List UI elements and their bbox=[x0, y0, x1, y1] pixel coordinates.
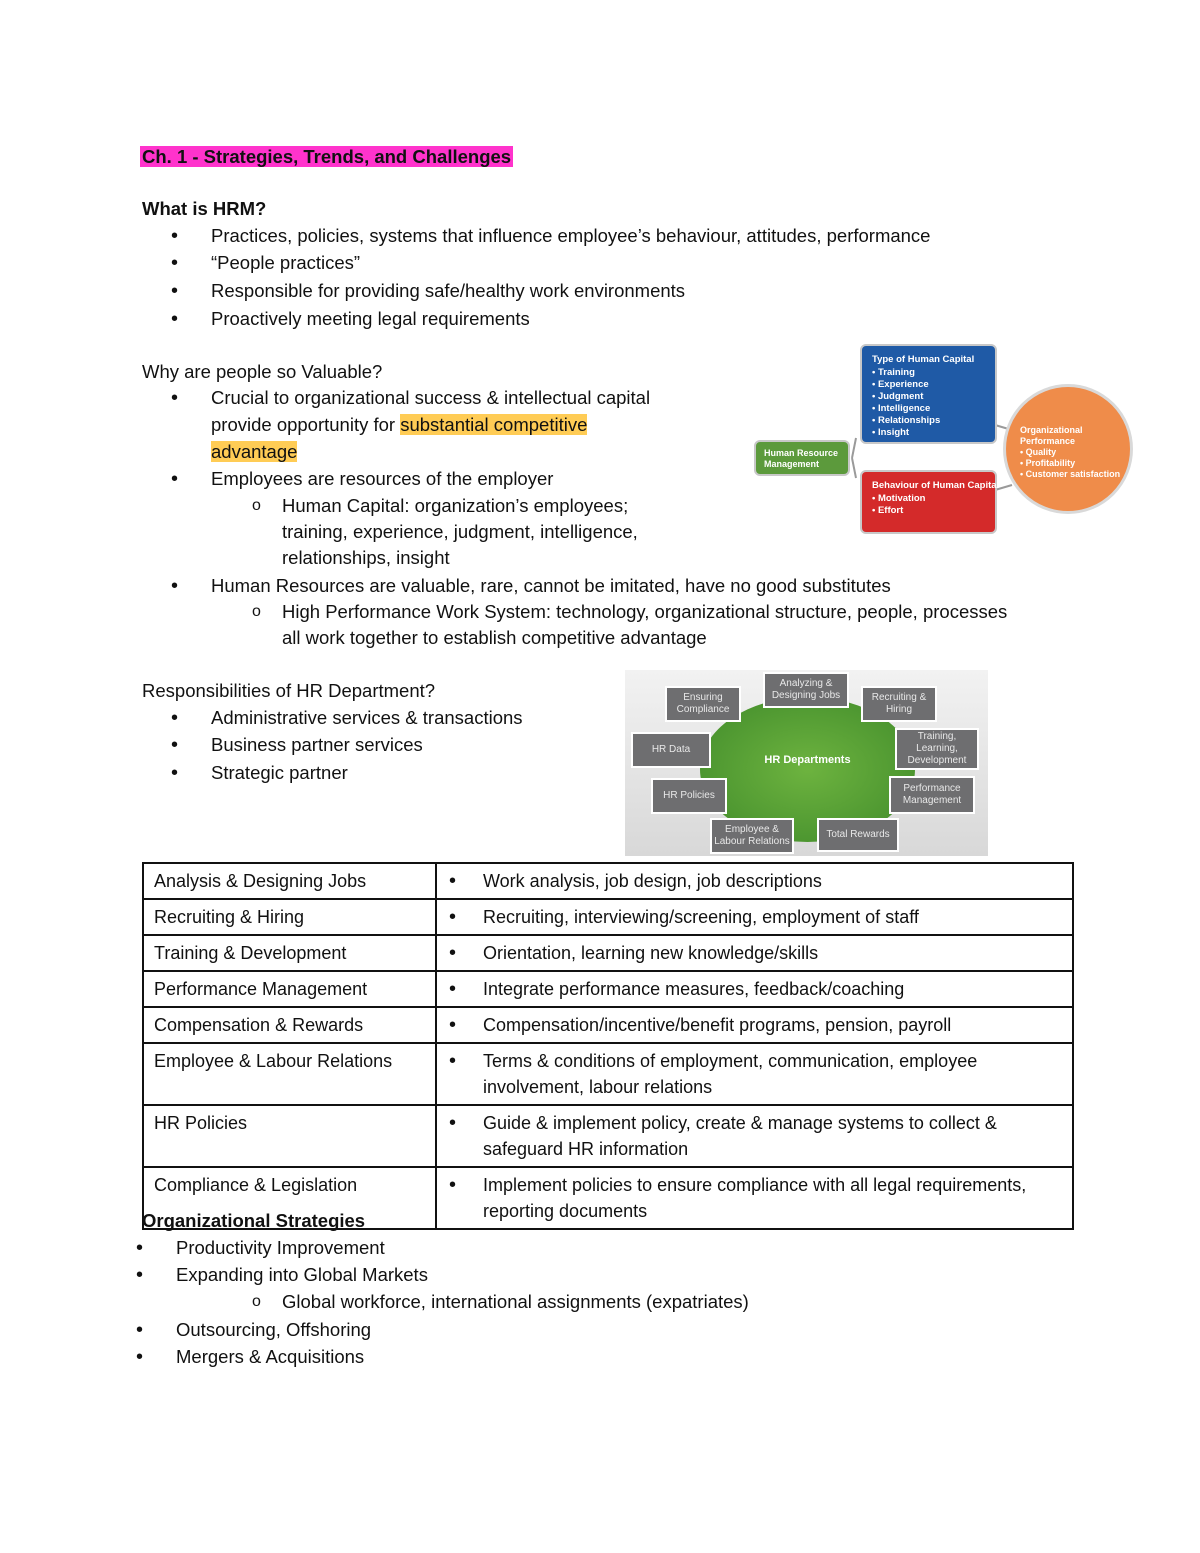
table-row bbox=[143, 1043, 1073, 1105]
behaviour-item: • Effort bbox=[872, 505, 904, 516]
list-item: • Administrative services & transactions bbox=[211, 705, 523, 731]
hr-responsibilities-table bbox=[142, 862, 1074, 1230]
sub-list-item: o Global workforce, international assignments (expatriates) bbox=[282, 1289, 749, 1315]
table-cell-area: Training & Development bbox=[143, 935, 436, 971]
human-capital-diagram bbox=[750, 340, 1135, 550]
list-item: • Outsourcing, Offshoring bbox=[176, 1317, 371, 1343]
type-title: Type of Human Capital bbox=[872, 354, 975, 365]
list-item: • “People practices” bbox=[211, 250, 360, 276]
org-item: • Customer satisfaction bbox=[1020, 469, 1121, 479]
sub-list-item: o Human Capital: organization’s employees; bbox=[282, 493, 628, 519]
type-item: • Relationships bbox=[872, 415, 941, 426]
list-item: • Human Resources are valuable, rare, cannot be imitated, have no good substitutes bbox=[211, 573, 891, 599]
list-item-continuation bbox=[211, 412, 587, 438]
list-item: • Strategic partner bbox=[211, 760, 348, 786]
behaviour-item: • Motivation bbox=[872, 493, 926, 504]
page-title-text: Ch. 1 - Strategies, Trends, and Challenges bbox=[142, 146, 512, 167]
dept-box-rewards: Total Rewards bbox=[817, 818, 899, 852]
table-row bbox=[143, 863, 1073, 899]
section-heading-what-hrm: What is HRM? bbox=[142, 198, 267, 219]
list-item-continuation bbox=[211, 439, 297, 465]
list-item: • Business partner services bbox=[211, 732, 423, 758]
org-performance-circle bbox=[1003, 384, 1133, 514]
behaviour-human-capital-box bbox=[860, 470, 1000, 534]
section-heading-why-valuable: Why are people so Valuable? bbox=[142, 361, 383, 382]
org-performance-title: Organizational Performance bbox=[1020, 425, 1083, 446]
table-row bbox=[143, 935, 1073, 971]
table-cell-area: Compensation & Rewards bbox=[143, 1007, 436, 1043]
type-item: • Judgment bbox=[872, 391, 924, 402]
table-cell-area: Compliance & Legislation bbox=[143, 1167, 436, 1229]
list-item: • Practices, policies, systems that influence employee’s behaviour, attitudes, performance bbox=[211, 223, 930, 249]
list-item: • Proactively meeting legal requirements bbox=[211, 306, 530, 332]
table-cell-area: Analysis & Designing Jobs bbox=[143, 863, 436, 899]
list-item: • Expanding into Global Markets bbox=[176, 1262, 428, 1288]
table-cell-desc: • Orientation, learning new knowledge/skills bbox=[436, 935, 1073, 971]
dept-box-analyzing: Analyzing & Designing Jobs bbox=[763, 672, 849, 708]
table-row bbox=[143, 1105, 1073, 1167]
org-item: • Profitability bbox=[1020, 458, 1076, 468]
dept-box-recruiting: Recruiting & Hiring bbox=[861, 686, 937, 722]
table-cell-desc: • Implement policies to ensure compliance with all legal requirements, reporting documents bbox=[436, 1167, 1073, 1229]
type-item: • Experience bbox=[872, 379, 929, 390]
dept-box-training: Training, Learning, Development bbox=[895, 728, 979, 770]
section-heading-responsibilities: Responsibilities of HR Department? bbox=[142, 680, 436, 701]
type-item: • Intelligence bbox=[872, 403, 931, 414]
behaviour-title: Behaviour of Human Capital bbox=[872, 480, 1000, 491]
table-cell-desc: • Integrate performance measures, feedback/coaching bbox=[436, 971, 1073, 1007]
table-row bbox=[143, 1007, 1073, 1043]
highlight-text: substantial competitive bbox=[400, 414, 588, 435]
sub-list-item-continuation: training, experience, judgment, intelligence, bbox=[282, 521, 638, 542]
dept-box-compliance: Ensuring Compliance bbox=[665, 686, 741, 722]
dept-box-relations: Employee & Labour Relations bbox=[710, 818, 794, 854]
table-cell-area: Employee & Labour Relations bbox=[143, 1043, 436, 1105]
list-item: • Crucial to organizational success & intellectual capital bbox=[211, 385, 650, 411]
table-cell-area: HR Policies bbox=[143, 1105, 436, 1167]
page-title bbox=[140, 144, 513, 170]
table-cell-area: Performance Management bbox=[143, 971, 436, 1007]
dept-box-performance: Performance Management bbox=[889, 776, 975, 814]
list-item: • Responsible for providing safe/healthy work environments bbox=[211, 278, 685, 304]
type-item: • Training bbox=[872, 367, 915, 378]
table-cell-desc: • Recruiting, interviewing/screening, employment of staff bbox=[436, 899, 1073, 935]
hrm-box: Human Resource Management bbox=[754, 440, 850, 476]
type-item: • Insight bbox=[872, 427, 910, 438]
section-heading-org-strategies: Organizational Strategies bbox=[142, 1210, 366, 1231]
table-cell-desc: • Terms & conditions of employment, communication, employee involvement, labour relations bbox=[436, 1043, 1073, 1105]
table-row bbox=[143, 971, 1073, 1007]
list-item: • Productivity Improvement bbox=[176, 1235, 385, 1261]
sub-list-item: o High Performance Work System: technology, organizational structure, people, processes bbox=[282, 599, 1007, 625]
hr-departments-label: HR Departments bbox=[764, 754, 851, 766]
table-cell-desc: • Guide & implement policy, create & manage systems to collect & safeguard HR information bbox=[436, 1105, 1073, 1167]
table-cell-desc: • Work analysis, job design, job descriptions bbox=[436, 863, 1073, 899]
type-human-capital-box bbox=[860, 344, 997, 444]
hr-departments-diagram bbox=[625, 670, 988, 856]
dept-box-data: HR Data bbox=[631, 732, 711, 768]
sub-list-item-continuation: relationships, insight bbox=[282, 547, 450, 568]
table-cell-desc: • Compensation/incentive/benefit programs, pension, payroll bbox=[436, 1007, 1073, 1043]
table-row bbox=[143, 899, 1073, 935]
org-item: • Quality bbox=[1020, 447, 1057, 457]
list-item-text: provide opportunity for bbox=[211, 414, 401, 435]
list-item: • Mergers & Acquisitions bbox=[176, 1344, 364, 1370]
table-cell-area: Recruiting & Hiring bbox=[143, 899, 436, 935]
sub-list-item-continuation: all work together to establish competitive advantage bbox=[282, 627, 707, 648]
highlight-text: advantage bbox=[211, 441, 298, 462]
list-item: • Employees are resources of the employer bbox=[211, 466, 553, 492]
dept-box-policies: HR Policies bbox=[651, 778, 727, 814]
